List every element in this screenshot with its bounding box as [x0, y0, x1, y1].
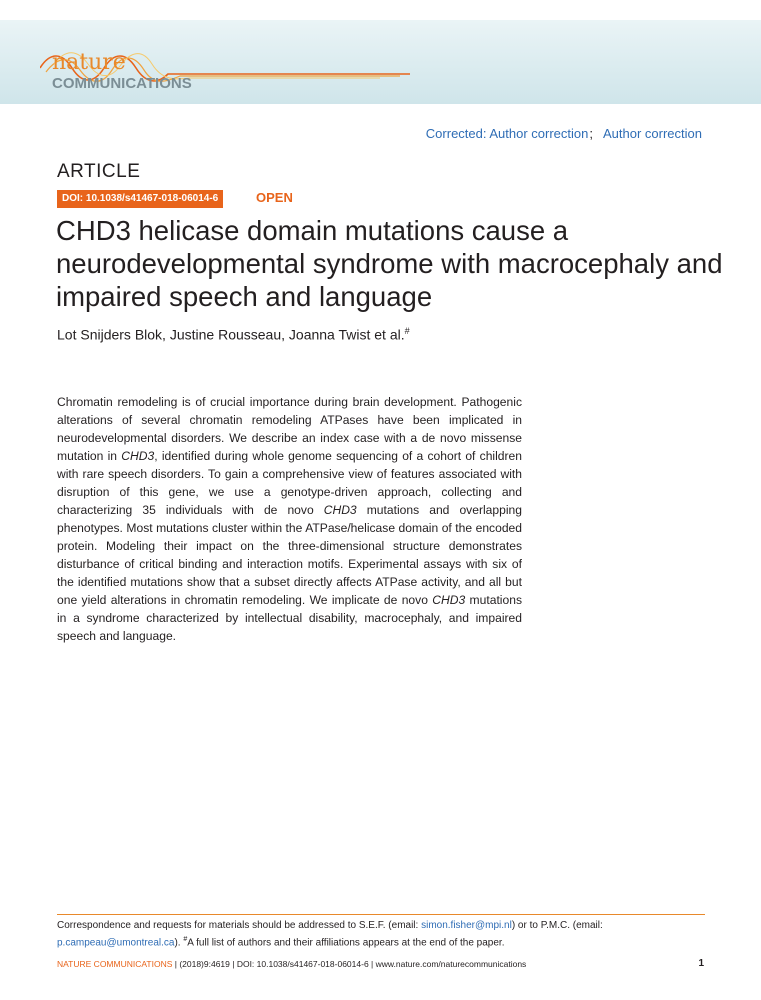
gene-name: CHD3	[432, 593, 466, 607]
author-note-mark: #	[404, 326, 410, 336]
journal-header-band	[0, 20, 761, 104]
gene-name: CHD3	[121, 449, 155, 463]
author-list	[57, 326, 410, 343]
correction-separator: ;	[589, 126, 593, 141]
doi-badge[interactable]: DOI: 10.1038/s41467-018-06014-6	[57, 190, 223, 208]
abstract-part-3: mutations and overlapping phenotypes. Most mutations cluster within the ATPase/helicase domain of the encoded protein. Modeling their impact on the three-dimensional structure demonstrates disturbance of critical binding and interaction motifs. Experimental assays with six of the identified mutations show that a subset directly affects ATPase activity, and all but one yield alterations in chromatin remodeling. We implicate de novo	[57, 503, 522, 607]
abstract-part-4: mutations in a syndrome characterized by intellectual disability, macrocephaly, and impaired speech and language.	[57, 593, 522, 643]
email-link-fisher[interactable]: simon.fisher@mpi.nl	[421, 920, 512, 931]
footnote-text: Correspondence and requests for materials should be addressed to S.E.F. (email:	[57, 920, 422, 931]
gene-name: CHD3	[323, 503, 357, 517]
email-link-campeau[interactable]: p.campeau@umontreal.ca	[57, 937, 175, 949]
abstract-part-1: Chromatin remodeling is of crucial importance during brain development. Pathogenic alterations of several chromatin remodeling ATPases have been implicated in neurodevelopmental disorders. We describe an index case with a de novo missense mutation in	[57, 395, 522, 463]
abstract-text	[57, 393, 522, 645]
abstract-part-2: , identified during whole genome sequencing of a cohort of children with rare speech disorders. To gain a comprehensive view of features associated with disruption of this gene, we use a genotype-driven approach, collecting and characterizing 35 individuals with de novo	[57, 449, 522, 517]
correspondence-footnote	[57, 919, 707, 950]
article-type-label: ARTICLE	[57, 161, 141, 182]
page-footer	[57, 959, 526, 969]
author-correction-link-2[interactable]: Author correction	[603, 126, 702, 141]
footer-journal-name: NATURE COMMUNICATIONS	[57, 959, 173, 969]
journal-logo-communications: COMMUNICATIONS	[52, 75, 192, 92]
article-title: CHD3 helicase domain mutations cause a neurodevelopmental syndrome with macrocephaly and impaired speech and language	[56, 215, 723, 312]
footer-citation: | (2018)9:4619 | DOI: 10.1038/s41467-018-06014-6 | www.nature.com/naturecommunications	[172, 959, 527, 969]
footnote-text: A full list of authors and their affiliations appears at the end of the paper.	[187, 937, 505, 949]
journal-logo-nature: nature	[52, 50, 126, 75]
footnote-text: ).	[174, 937, 184, 949]
author-correction-link-1[interactable]: Corrected: Author correction	[425, 126, 589, 141]
footnote-text: ) or to P.M.C. (email:	[511, 920, 603, 931]
correction-links	[426, 126, 702, 141]
open-access-label: OPEN	[256, 190, 293, 205]
footnote-mark: #	[183, 936, 188, 943]
footnote-divider	[57, 914, 705, 915]
page-number: 1	[698, 958, 704, 969]
author-names: Lot Snijders Blok, Justine Rousseau, Joanna Twist et al.	[57, 326, 405, 343]
